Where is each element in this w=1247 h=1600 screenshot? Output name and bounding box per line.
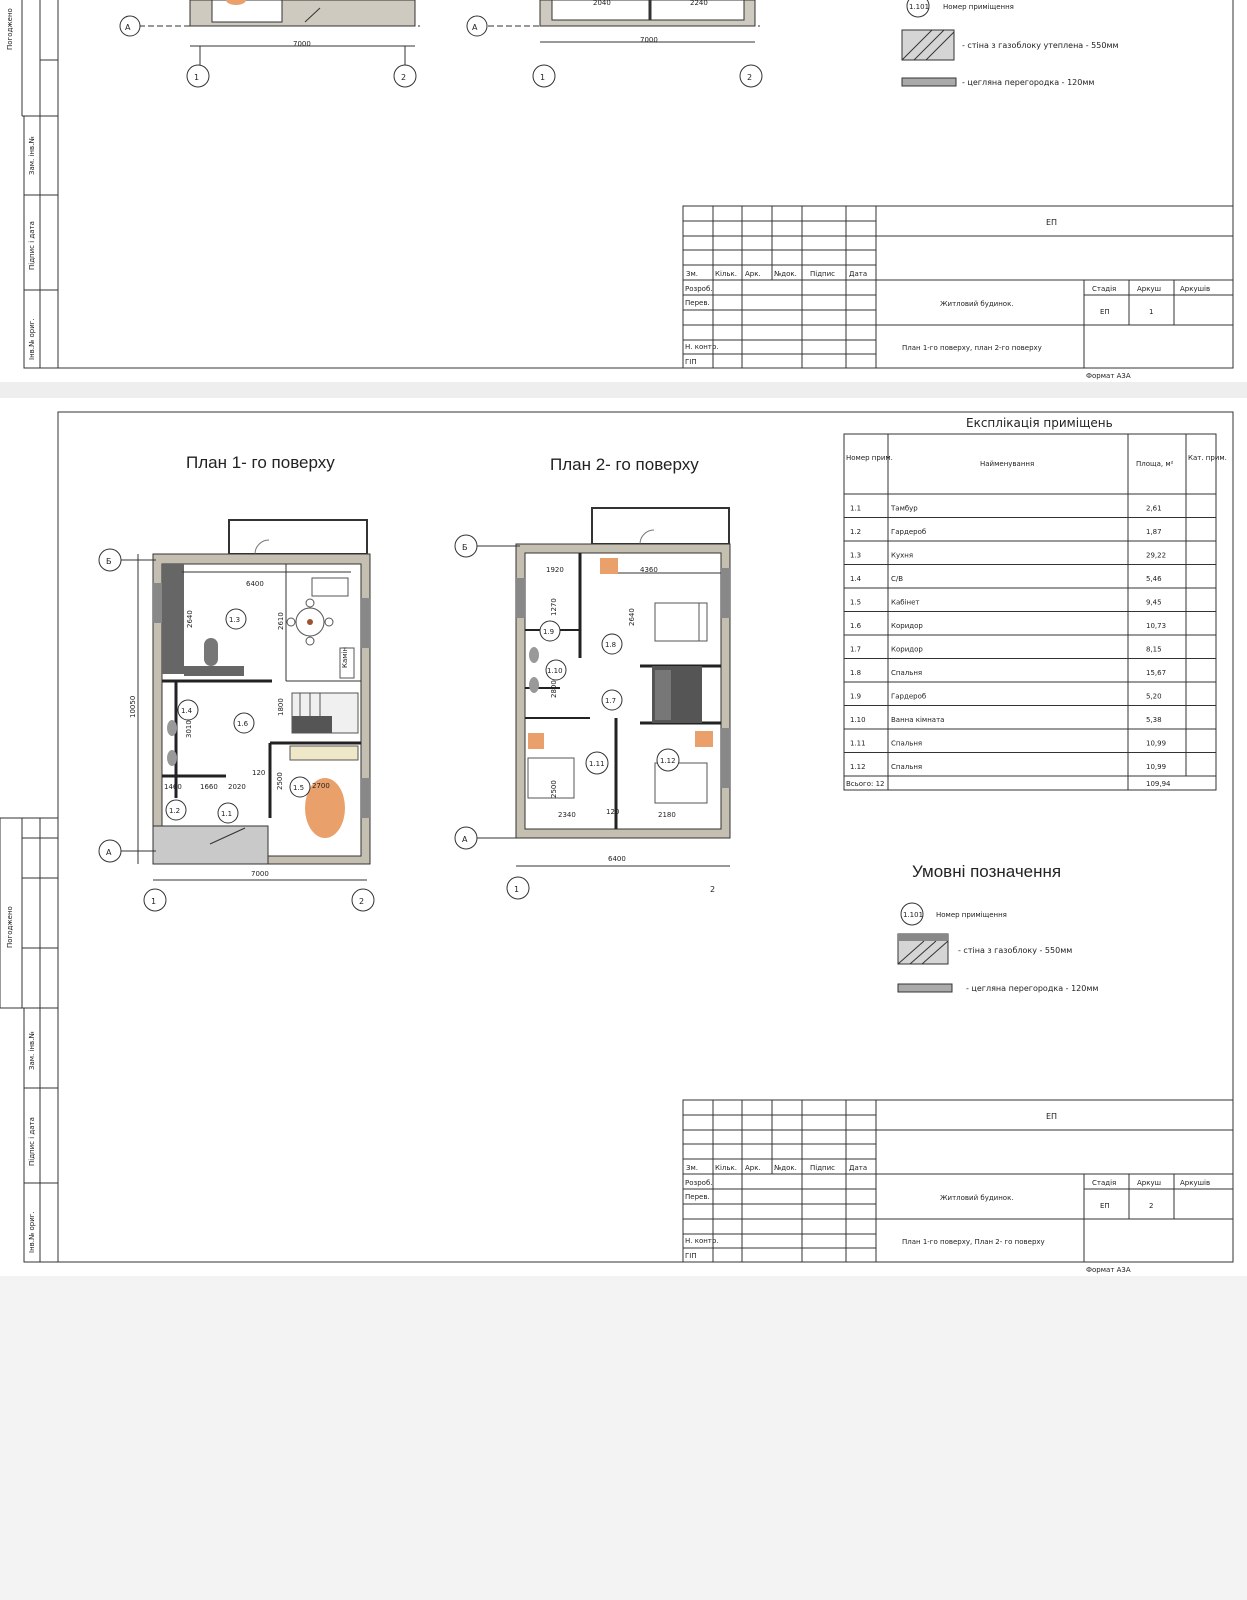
legend-room-label: Номер приміщення: [936, 911, 1007, 919]
svg-text:Номер приміщення: Номер приміщення: [943, 3, 1014, 11]
svg-text:1.12: 1.12: [660, 757, 676, 765]
legend-title: Умовні позначення: [912, 862, 1062, 881]
explication-rows: [844, 505, 1216, 777]
svg-text:Площа, м²: Площа, м²: [1136, 460, 1174, 468]
room-number: 1.5: [850, 598, 862, 607]
room-name: Спальня: [891, 763, 923, 771]
stamp-2-drawing: План 1-го поверху, План 2- го поверху: [902, 1238, 1045, 1246]
side-label-sign: Підпис і дата: [28, 221, 36, 270]
svg-text:Підпис: Підпис: [810, 270, 836, 278]
svg-text:Зм.: Зм.: [686, 270, 698, 278]
room-number: 1.11: [850, 739, 866, 748]
svg-text:120: 120: [606, 808, 620, 816]
empty-viewer-area: [0, 1276, 1247, 1600]
stamp-2-stage: ЕП: [1100, 1202, 1110, 1210]
svg-text:Н. контр.: Н. контр.: [685, 343, 719, 351]
stamp-1-sheets-h: Аркушів: [1180, 285, 1211, 293]
svg-text:1.3: 1.3: [229, 616, 241, 624]
room-area: 29,22: [1146, 551, 1167, 560]
p2-axis-b-bubble: [455, 535, 477, 557]
svg-text:№док.: №док.: [774, 1164, 797, 1172]
svg-text:Зм.: Зм.: [686, 1164, 698, 1172]
svg-text:1.1: 1.1: [221, 810, 233, 818]
svg-text:Б: Б: [462, 543, 468, 552]
svg-text:2: 2: [747, 73, 753, 82]
plan-2-title: План 2- го поверху: [550, 455, 699, 474]
p1-dim-d7: 2610: [277, 612, 285, 630]
p1-dim-d5: 2020: [228, 783, 246, 791]
svg-text:1.7: 1.7: [605, 697, 617, 705]
p1-axis-2-bubble: [352, 889, 374, 911]
p1-dim-d4: 2700: [312, 782, 330, 790]
room-area: 2,61: [1146, 504, 1162, 513]
stamp-1-sheet: 1: [1149, 308, 1154, 316]
sheet-1-legend: [902, 0, 1119, 87]
room-area: 5,20: [1146, 692, 1162, 701]
svg-text:1.9: 1.9: [543, 628, 555, 636]
stamp-2-stage-h: Стадія: [1092, 1179, 1117, 1187]
legend-wall-label: - стіна з газоблоку - 550мм: [958, 946, 1073, 955]
p1-dim-d9: 1460: [164, 783, 182, 791]
room-number: 1.8: [850, 669, 862, 677]
explication-total-label: Всього: 12: [846, 780, 885, 788]
plan-1-drawing: [116, 520, 370, 880]
side2-approved: Погоджено: [6, 906, 14, 948]
svg-text:Арк.: Арк.: [745, 1164, 761, 1172]
room-name: С/В: [891, 575, 904, 583]
legend-wall-swatch: [898, 934, 948, 964]
p1-dim-d8: 2500: [276, 772, 284, 790]
stamp-1-stage: ЕП: [1100, 308, 1110, 316]
svg-text:1.2: 1.2: [169, 807, 181, 815]
room-number: 1.9: [850, 692, 862, 701]
room-name: Ванна кімната: [891, 716, 945, 724]
p1-axis-b-bubble: [99, 549, 121, 571]
room-number: 1.6: [850, 622, 862, 630]
side2-inv: Зам. інв.№: [28, 1031, 36, 1070]
svg-text:Н. контр.: Н. контр.: [685, 1237, 719, 1245]
room-number: 1.1: [850, 504, 862, 513]
side2-orig: Інв.№ ориг.: [28, 1211, 36, 1253]
dim-plan2-width: 7000: [640, 36, 658, 44]
room-number: 1.4: [850, 575, 862, 583]
room-area: 5,46: [1146, 575, 1162, 583]
dim-d2: 2240: [690, 0, 708, 7]
side-label-orig: Інв.№ ориг.: [28, 318, 36, 360]
p1-axis-a-bubble: [99, 840, 121, 862]
dim-plan1-width: 7000: [293, 40, 311, 48]
svg-text:А: А: [106, 848, 112, 857]
svg-text:1: 1: [151, 897, 157, 906]
svg-text:Розроб.: Розроб.: [685, 1179, 713, 1187]
p1-axis-1-bubble: [144, 889, 166, 911]
legend-room-tag: [901, 903, 923, 925]
room-area: 8,15: [1146, 645, 1162, 654]
svg-text:Дата: Дата: [849, 270, 868, 278]
room-name: Коридор: [891, 645, 923, 654]
room-area: 9,45: [1146, 598, 1162, 607]
svg-text:1.10: 1.10: [547, 667, 563, 675]
room-name: Гардероб: [891, 692, 927, 701]
side-label-approved: Погоджено: [6, 8, 14, 50]
svg-text:2: 2: [401, 73, 407, 82]
svg-text:6400: 6400: [608, 855, 626, 863]
room-number: 1.2: [850, 528, 862, 536]
svg-text:Кат. прим.: Кат. прим.: [1188, 454, 1227, 462]
side2-sign: Підпис і дата: [28, 1117, 36, 1166]
explication-title: Експлікація приміщень: [966, 416, 1113, 430]
plan-1-title: План 1- го поверху: [186, 453, 335, 472]
svg-text:2800: 2800: [550, 680, 558, 698]
drawing-sheet-1: [0, 0, 1247, 382]
svg-text:Арк.: Арк.: [745, 270, 761, 278]
room-area: 5,38: [1146, 716, 1162, 724]
svg-text:1.6: 1.6: [237, 720, 249, 728]
dim-d1: 2040: [593, 0, 611, 7]
svg-text:№док.: №док.: [774, 270, 797, 278]
p1-dim-w: 6400: [246, 580, 264, 588]
svg-text:1.8: 1.8: [605, 641, 617, 649]
p1-dim-d3: 1800: [277, 698, 285, 716]
p1-label-kamin: Камін: [341, 646, 349, 668]
p1-dim-d2: 3010: [185, 720, 193, 738]
svg-text:4360: 4360: [640, 566, 658, 574]
svg-text:1: 1: [514, 885, 520, 894]
axis-a-bubble: [120, 16, 140, 36]
legend-partition-swatch: [898, 984, 952, 992]
svg-text:Найменування: Найменування: [980, 460, 1035, 468]
drawing-sheet-2: [0, 398, 1247, 1276]
svg-text:1270: 1270: [550, 598, 558, 616]
svg-text:1.11: 1.11: [589, 760, 605, 768]
stamp-2-building: Житловий будинок.: [940, 1194, 1014, 1202]
stamp-1-format: Формат А3А: [1086, 372, 1131, 380]
room-number: 1.3: [850, 551, 862, 560]
p1-dim-d1: 2640: [186, 610, 194, 628]
svg-text:2640: 2640: [628, 608, 636, 626]
svg-text:2500: 2500: [550, 780, 558, 798]
explication-total-value: 109,94: [1146, 780, 1171, 788]
p1-dim-h: 10050: [129, 695, 137, 718]
stamp-2-format: Формат А3А: [1086, 1266, 1131, 1274]
svg-text:А: А: [125, 23, 131, 32]
axis-1-bubble: [187, 65, 209, 87]
room-area: 1,87: [1146, 528, 1162, 536]
svg-text:- цегляна перегородка - 120мм: - цегляна перегородка - 120мм: [962, 78, 1095, 87]
room-name: Гардероб: [891, 528, 927, 536]
sheet-separator: [0, 382, 1247, 398]
svg-text:А: А: [472, 23, 478, 32]
svg-text:2180: 2180: [658, 811, 676, 819]
svg-text:Номер прим.: Номер прим.: [846, 454, 893, 462]
room-area: 10,99: [1146, 739, 1167, 748]
svg-text:Дата: Дата: [849, 1164, 868, 1172]
svg-text:Кільк.: Кільк.: [715, 1164, 737, 1172]
svg-text:1.5: 1.5: [293, 784, 305, 792]
svg-text:1.4: 1.4: [181, 707, 193, 715]
stamp-1-drawing: План 1-го поверху, план 2-го поверху: [902, 344, 1042, 352]
sheet-1-canvas: [0, 0, 1247, 382]
svg-text:- стіна з газоблоку утеплена -: - стіна з газоблоку утеплена - 550мм: [962, 41, 1119, 50]
room-number: 1.7: [850, 645, 862, 654]
axis-2-bubble: [394, 65, 416, 87]
room-area: 15,67: [1146, 669, 1167, 677]
stamp-1-sheet-h: Аркуш: [1137, 285, 1162, 293]
svg-text:2: 2: [359, 897, 365, 906]
svg-text:Розроб.: Розроб.: [685, 285, 713, 293]
room-name: Коридор: [891, 622, 923, 630]
svg-text:1.101: 1.101: [903, 911, 924, 919]
svg-text:1920: 1920: [546, 566, 564, 574]
p2-axis-1-bubble: [507, 877, 529, 899]
axis-a2-bubble: [467, 16, 487, 36]
svg-text:Б: Б: [106, 557, 112, 566]
stamp-2-sheet-h: Аркуш: [1137, 1179, 1162, 1187]
stamp-1-code: ЕП: [1046, 218, 1058, 227]
stamp-1-stage-h: Стадія: [1092, 285, 1117, 293]
sheet-1-plan-2-fragment: [470, 0, 760, 42]
svg-text:1.101: 1.101: [909, 3, 930, 11]
sheet-1-side-strip: [22, 0, 58, 368]
plan-2-drawing: [470, 508, 730, 866]
axis-1b-bubble: [533, 65, 555, 87]
sheet-1-frame: [58, 0, 1233, 368]
room-name: Кухня: [891, 551, 914, 560]
sheet-2-canvas: [0, 398, 1247, 1276]
explication-headers: [846, 454, 1227, 468]
legend-partition-label: - цегляна перегородка - 120мм: [966, 984, 1099, 993]
stamp-1-building: Житловий будинок.: [940, 300, 1014, 308]
sheet-1-plan-1-fragment: [130, 0, 420, 66]
svg-text:1: 1: [540, 73, 546, 82]
stamp-2-sheets-h: Аркушів: [1180, 1179, 1211, 1187]
svg-text:Перев.: Перев.: [685, 299, 710, 307]
room-name: Кабінет: [891, 598, 920, 607]
stamp-2-sheet: 2: [1149, 1202, 1154, 1210]
room-number: 1.12: [850, 763, 866, 771]
p1-dim-d6: 120: [252, 769, 266, 777]
svg-text:Підпис: Підпис: [810, 1164, 836, 1172]
room-name: Тамбур: [891, 504, 918, 513]
p1-dim-d10: 1660: [200, 783, 218, 791]
svg-text:Кільк.: Кільк.: [715, 270, 737, 278]
svg-text:1: 1: [194, 73, 200, 82]
p1-dim-overall: 7000: [251, 870, 269, 878]
axis-2b-bubble: [740, 65, 762, 87]
room-name: Спальня: [891, 739, 923, 748]
room-area: 10,73: [1146, 622, 1167, 630]
stamp-2-code: ЕП: [1046, 1112, 1058, 1121]
svg-text:А: А: [462, 835, 468, 844]
room-number: 1.10: [850, 716, 866, 724]
svg-text:Перев.: Перев.: [685, 1193, 710, 1201]
svg-text:2340: 2340: [558, 811, 576, 819]
room-name: Спальня: [891, 669, 923, 677]
svg-text:ГІП: ГІП: [685, 1252, 697, 1260]
p2-axis-a-bubble: [455, 827, 477, 849]
p2-axis-2-label: 2: [710, 885, 716, 894]
side-label-inv: Зам. інв.№: [28, 136, 36, 175]
svg-text:ГІП: ГІП: [685, 358, 697, 366]
room-area: 10,99: [1146, 763, 1167, 771]
